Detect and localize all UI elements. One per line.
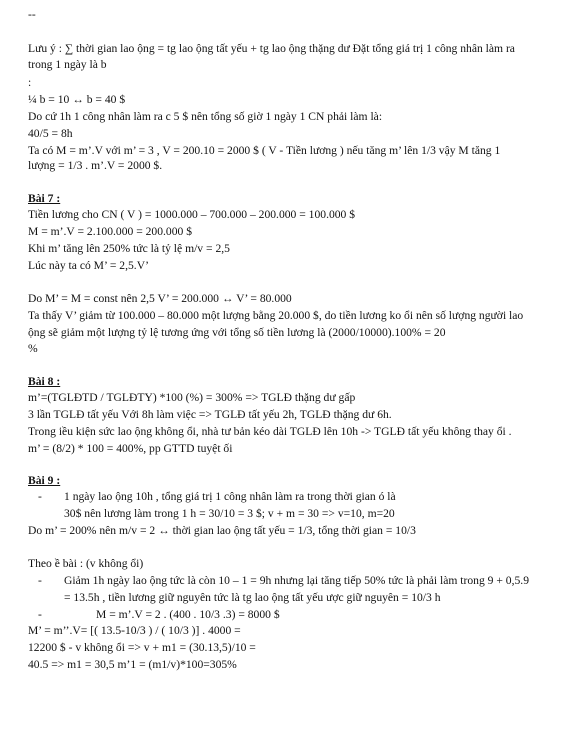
intro-line-8: lượng = 1/3 . m’.V = 2000 $. — [28, 159, 163, 172]
bai9-line-4: Theo ề bài : (v không ổi) — [28, 557, 144, 570]
bai9-line-3: Do m’ = 200% nên m/v = 2 ↔ thời gian lao ộng tất yếu = 1/3, tổng thời gian = 10/3 — [28, 524, 416, 537]
intro-line-5: Do cứ 1h 1 công nhân làm ra c 5 $ nên tổng số giờ 1 ngày 1 CN phải làm là: — [28, 110, 383, 123]
bullet-dash: - — [38, 574, 42, 587]
intro-line-3: : — [28, 76, 32, 89]
bai9-line-7: M = m’.V = 2 . (400 . 10/3 .3) = 8000 $ — [96, 608, 280, 621]
bai9-line-10: 40.5 => m1 = 30,5 m’1 = (m1/v)*100=305% — [28, 658, 237, 671]
bai9-line-6: = 13.5h , tiền lương giữ nguyên tức là tg lao ộng tất yếu ược giữ nguyên = 10/3 h — [64, 591, 441, 604]
bai8-line-2: 3 lần TGLĐ tất yếu Với 8h làm việc => TGLĐ tất yếu 2h, TGLĐ thặng dư 6h. — [28, 408, 392, 421]
bai8-line-1: m’=(TGLĐTD / TGLĐTY) *100 (%) = 300% => TGLĐ thặng dư gấp — [28, 391, 356, 404]
bai7-line-2: M = m’.V = 2.100.000 = 200.000 $ — [28, 225, 193, 238]
bai8-line-3: Trong iều kiện sức lao ộng không ổi, nhà tư bản kéo dài TGLĐ lên 10h -> TGLĐ tất yếu không thay ổi . — [28, 425, 512, 438]
bai9-line-9: 12200 $ - v không ổi => v + m1 = (30.13,5)/10 = — [28, 641, 256, 654]
bai9-line-8: M’ = m’’.V= [( 13.5-10/3 ) / ( 10/3 )] . 4000 = — [28, 624, 241, 637]
intro-line-2: trong 1 ngày là b — [28, 58, 107, 71]
top-mark: -- — [28, 8, 36, 21]
bai9-line-1: 1 ngày lao ộng 10h , tổng giá trị 1 công nhân làm ra trong thời gian ó là — [64, 490, 396, 503]
bai7-line-7: ộng sẽ giảm một lượng tỷ lệ tương ứng với tổng số tiền lương là (2000/10000).100% = 20 — [28, 326, 446, 339]
bai7-line-1: Tiền lương cho CN ( V ) = 1000.000 – 700.000 – 200.000 = 100.000 $ — [28, 208, 356, 221]
bai9-line-2: 30$ nên lương làm trong 1 h = 30/10 = 3 $; v + m = 30 => v=10, m=20 — [64, 507, 395, 520]
bai7-line-3: Khi m’ tăng lên 250% tức là tỷ lệ m/v = 2,5 — [28, 242, 230, 255]
bullet-dash: - — [38, 490, 42, 503]
bullet-dash: - — [38, 608, 42, 621]
bai7-line-8: % — [28, 342, 38, 355]
bai7-line-6: Ta thấy V’ giảm từ 100.000 – 80.000 một lượng bằng 20.000 $, do tiền lương ko ổi nên số lượng người lao — [28, 309, 524, 322]
bai9-line-5: Giảm 1h ngày lao ộng tức là còn 10 – 1 = 9h nhưng lại tăng tiếp 50% tức là phải làm trong 9 + 0,5.9 — [64, 574, 529, 587]
bai8-heading: Bài 8 : — [28, 375, 61, 388]
intro-line-4: ¼ b = 10 ↔ b = 40 $ — [28, 93, 126, 106]
bai9-heading: Bài 9 : — [28, 474, 61, 487]
bai7-heading: Bài 7 : — [28, 192, 61, 205]
intro-line-7: Ta có M = m’.V với m’ = 3 , V = 200.10 = 2000 $ ( V - Tiền lương ) nếu tăng m’ lên 1/3 vậy M tăng 1 — [28, 144, 501, 157]
bai8-line-4: m’ = (8/2) * 100 = 400%, pp GTTD tuyệt ối — [28, 442, 233, 455]
intro-line-6: 40/5 = 8h — [28, 127, 73, 140]
bai7-line-4: Lúc này ta có M’ = 2,5.V’ — [28, 259, 149, 272]
bai7-line-5: Do M’ = M = const nên 2,5 V’ = 200.000 ↔ V’ = 80.000 — [28, 292, 292, 305]
intro-line-1: Lưu ý : ∑ thời gian lao ộng = tg lao ộng tất yếu + tg lao ộng thặng dư Đặt tổng giá trị 1 công nhân làm ra — [28, 42, 515, 55]
